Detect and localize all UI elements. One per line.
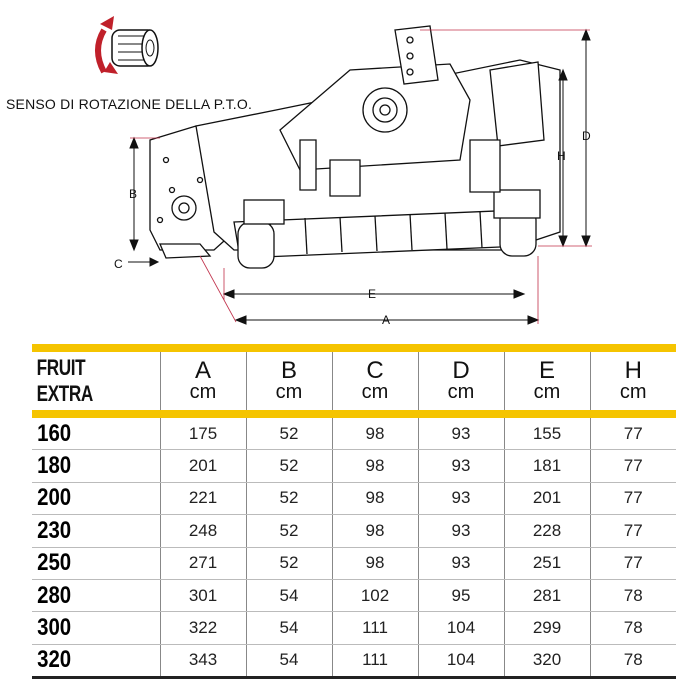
model-size-cell: 250: [32, 547, 141, 579]
model-size-cell: 280: [32, 579, 141, 611]
dimension-value-cell: 181: [504, 450, 590, 482]
dimensions-table-body: [32, 418, 676, 676]
dimension-value-cell: 93: [418, 482, 504, 514]
dimension-value-cell: 78: [590, 644, 676, 676]
dimension-value-cell: 228: [504, 515, 590, 547]
dimensions-table: [32, 352, 676, 410]
table-row: [32, 547, 676, 579]
dimension-value-cell: 93: [418, 418, 504, 450]
table-row: [32, 612, 676, 644]
dimension-value-cell: 95: [418, 579, 504, 611]
dimension-value-cell: 52: [246, 515, 332, 547]
model-column-header: FRUIT EXTRA: [36, 355, 93, 406]
dimension-column-header: [590, 352, 676, 410]
dimension-column-header: [418, 352, 504, 410]
dimension-value-cell: 343: [160, 644, 246, 676]
dimension-value-cell: 221: [160, 482, 246, 514]
dimension-value-cell: 93: [418, 547, 504, 579]
mulcher-line-art: [0, 0, 700, 340]
dim-d-label: D: [582, 129, 591, 143]
dimension-value-cell: 98: [332, 482, 418, 514]
model-size-cell: 300: [32, 612, 141, 644]
column-letter: D: [452, 357, 470, 384]
dimension-value-cell: 320: [504, 644, 590, 676]
model-size-cell: 160: [32, 418, 141, 450]
table-row: [32, 450, 676, 482]
dimension-value-cell: 78: [590, 579, 676, 611]
dimension-value-cell: 52: [246, 450, 332, 482]
dimension-value-cell: 77: [590, 418, 676, 450]
table-bottom-rule: [32, 676, 676, 679]
column-unit: cm: [533, 381, 561, 403]
pto-rotation-caption: SENSO DI ROTAZIONE DELLA P.T.O.: [6, 96, 253, 112]
dim-a-label: A: [382, 313, 391, 327]
column-letter: E: [538, 357, 555, 384]
dimension-column-header: [160, 352, 246, 410]
dimension-value-cell: 111: [332, 612, 418, 644]
dimension-value-cell: 175: [160, 418, 246, 450]
pto-rotation-icon: [98, 16, 158, 74]
dimension-value-cell: 54: [246, 612, 332, 644]
table-row: [32, 644, 676, 676]
dimension-value-cell: 93: [418, 450, 504, 482]
dimension-value-cell: 98: [332, 418, 418, 450]
table-header-row: [32, 352, 676, 410]
dim-c-label: C: [114, 257, 123, 271]
dimension-value-cell: 54: [246, 644, 332, 676]
dimension-value-cell: 98: [332, 450, 418, 482]
dimension-value-cell: 299: [504, 612, 590, 644]
spec-table: [32, 344, 676, 679]
dimension-value-cell: 77: [590, 482, 676, 514]
dimension-value-cell: 102: [332, 579, 418, 611]
column-unit: cm: [447, 381, 475, 403]
dimension-value-cell: 93: [418, 515, 504, 547]
dimension-value-cell: 52: [246, 418, 332, 450]
mulcher-body: [150, 26, 560, 268]
dimension-value-cell: 77: [590, 515, 676, 547]
table-header-accent: [32, 410, 676, 418]
dimension-value-cell: 104: [418, 644, 504, 676]
dimension-column-header: [246, 352, 332, 410]
dimension-value-cell: 271: [160, 547, 246, 579]
dimension-column-header: [504, 352, 590, 410]
dimension-value-cell: 104: [418, 612, 504, 644]
dim-h-label: H: [557, 149, 566, 163]
dimension-value-cell: 78: [590, 612, 676, 644]
dimension-value-cell: 281: [504, 579, 590, 611]
dimension-value-cell: 155: [504, 418, 590, 450]
column-letter: H: [624, 357, 642, 384]
dimension-value-cell: 322: [160, 612, 246, 644]
column-unit: cm: [361, 381, 389, 403]
dimension-column-header: [332, 352, 418, 410]
dimension-value-cell: 52: [246, 547, 332, 579]
model-size-cell: 180: [32, 450, 141, 482]
dimension-value-cell: 201: [160, 450, 246, 482]
dimension-value-cell: 98: [332, 547, 418, 579]
dimension-value-cell: 77: [590, 450, 676, 482]
column-unit: cm: [619, 381, 647, 403]
table-top-accent: [32, 344, 676, 352]
column-unit: cm: [189, 381, 217, 403]
column-letter: A: [194, 357, 211, 384]
column-letter: C: [366, 357, 384, 384]
column-letter: B: [280, 357, 297, 384]
dimension-value-cell: 54: [246, 579, 332, 611]
dimension-value-cell: 98: [332, 515, 418, 547]
model-size-cell: 320: [37, 646, 72, 674]
mulcher-drawing: [0, 0, 700, 340]
dimension-value-cell: 52: [246, 482, 332, 514]
model-size-cell: 200: [32, 482, 141, 514]
table-row: [32, 482, 676, 514]
dim-b-label: B: [129, 187, 138, 201]
dimension-value-cell: 251: [504, 547, 590, 579]
dimension-value-cell: 301: [160, 579, 246, 611]
dimension-value-cell: 248: [160, 515, 246, 547]
model-size-cell: 230: [32, 515, 141, 547]
table-row: [32, 579, 676, 611]
table-row: [32, 418, 676, 450]
table-row: [32, 515, 676, 547]
column-unit: cm: [275, 381, 303, 403]
dim-e-label: E: [368, 287, 377, 301]
dimension-value-cell: 201: [504, 482, 590, 514]
dimension-value-cell: 77: [590, 547, 676, 579]
dimension-value-cell: 111: [332, 644, 418, 676]
